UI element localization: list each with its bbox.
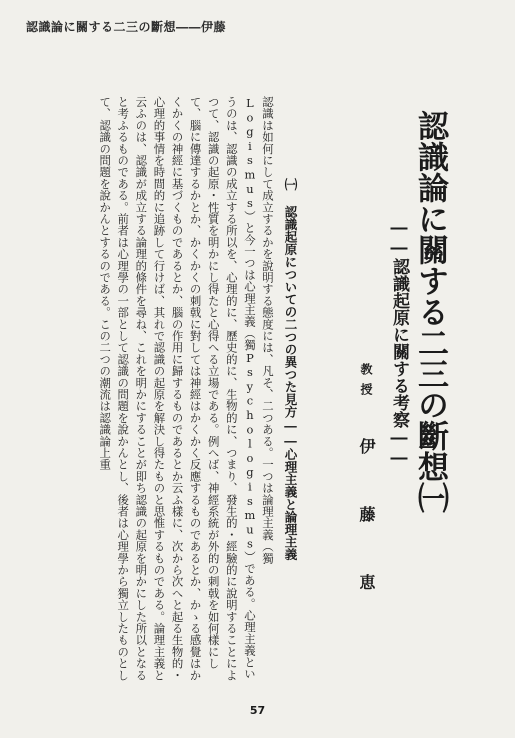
- article-subtitle: ――認識起原に關する考察――: [389, 218, 409, 468]
- section-heading: ㈠ 認識起原についての二つの異つた見方――心理主義と論理主義: [283, 178, 298, 561]
- body-paragraph: 認識は如何にして成立するかを說明する態度には、凡そ、二つある。一つは論理主義（獨Logismus）と今一つは心理主義（獨Psychologismus）である。心理主義というのは、認識の成立する所以を、心理的に、歷史的に、生物的に、つまり、發生的・經驗的に說明することによつて、認識の起原・性質を明かにし得たと心得へる立場である。例へば、神經系統が外的の刺戟を如何樣にして、腦に傳達するかとか、かくかくの刺戟に對しては神經はかくかく反應するものであるとか、かゝる感覺はかくかくの神經に基づくものであるとか、腦の作用に歸するものであるとか云ふ樣に、次から次へと起る生物的・心理的事情を時間的に追跡して行けば、其れで認識の起原を解決し得たものと思惟するものである。論理主義と云ふのは、認識が成立する論理的條件を尋ね、これを明かにすることが即ち認識の起原を明かにした所以となると考ふるものである。前者は心理學の一部として認識の問題を說かんとし、後者は心理學から獨立したものとして、認識の問題を說かんとするのである。この二つの潮流は認識論上重: [98, 96, 275, 681]
- author-rank: 教授: [359, 363, 373, 403]
- page-number: 57: [249, 704, 266, 717]
- author-name: 伊藤恵: [357, 438, 376, 642]
- running-head: 認識論に關する二三の斷想――伊藤: [26, 20, 227, 34]
- body-text: [96, 96, 277, 682]
- article-title: 認識論に關する二三の斷想㈠: [412, 110, 448, 513]
